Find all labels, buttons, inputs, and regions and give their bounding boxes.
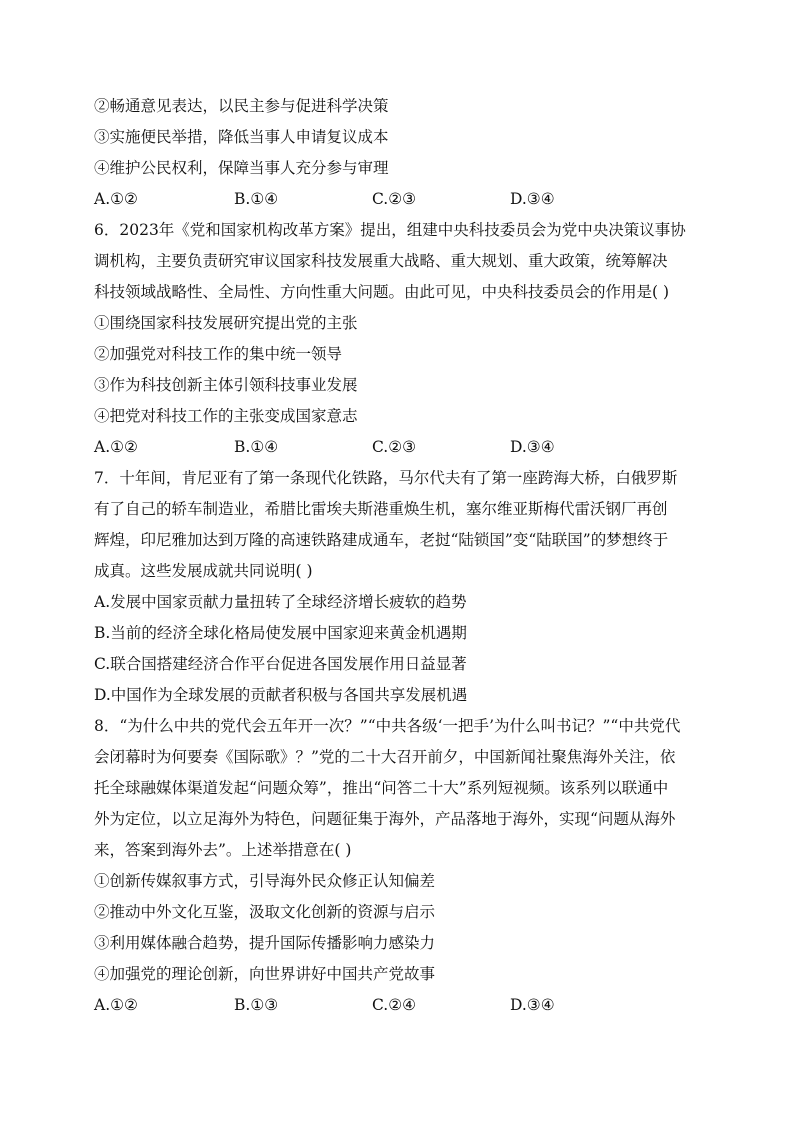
q6-item-4: ④把党对科技工作的主张变成国家意志 xyxy=(94,407,358,425)
q8-option-c[interactable]: C.②④ xyxy=(372,996,417,1014)
q8-stem-line-2: 会闭幕时为何要奏《国际歌》？”党的二十大召开前夕，中国新闻社聚焦海外关注，依 xyxy=(94,748,676,766)
q6-options xyxy=(94,437,704,457)
q5-option-c[interactable]: C.②③ xyxy=(372,190,417,208)
q7-stem-line-2: 有了自己的轿车制造业，希腊比雷埃夫斯港重焕生机，塞尔维亚斯梅代雷沃钢厂再创 xyxy=(94,500,668,518)
q7-stem-line-1: 7．十年间，肯尼亚有了第一条现代化铁路，马尔代夫有了第一座跨海大桥，白俄罗斯 xyxy=(94,469,678,487)
q6-stem-line-2: 调机构，主要负责研究审议国家科技发展重大战略、重大规划、重大政策，统筹解决 xyxy=(94,252,668,270)
q8-stem-line-4: 外为定位，以立足海外为特色，问题征集于海外，产品落地于海外，实现“问题从海外 xyxy=(94,810,676,828)
q7-option-d[interactable]: D.中国作为全球发展的贡献者积极与各国共享发展机遇 xyxy=(94,686,468,704)
q5-option-d[interactable]: D.③④ xyxy=(510,190,555,208)
q5-item-2: ②畅通意见表达，以民主参与促进科学决策 xyxy=(94,97,389,115)
q7-stem-line-3: 辉煌，印尼雅加达到万隆的高速铁路建成通车，老挝“陆锁国”变“陆联国”的梦想终于 xyxy=(94,531,669,549)
q6-option-d[interactable]: D.③④ xyxy=(510,438,555,456)
q7-option-b[interactable]: B.当前的经济全球化格局使发展中国家迎来黄金机遇期 xyxy=(94,624,467,642)
q5-options xyxy=(94,189,704,209)
q5-item-4: ④维护公民权利，保障当事人充分参与审理 xyxy=(94,159,389,177)
q6-option-c[interactable]: C.②③ xyxy=(372,438,417,456)
q8-option-a[interactable]: A.①② xyxy=(94,996,138,1014)
q8-stem-line-5: 来，答案到海外去”。上述举措意在( ) xyxy=(94,841,352,859)
q6-item-3: ③作为科技创新主体引领科技事业发展 xyxy=(94,376,358,394)
q8-item-1: ①创新传媒叙事方式，引导海外民众修正认知偏差 xyxy=(94,872,436,890)
q8-options xyxy=(94,995,704,1015)
q5-item-3: ③实施便民举措，降低当事人申请复议成本 xyxy=(94,128,389,146)
q8-item-3: ③利用媒体融合趋势，提升国际传播影响力感染力 xyxy=(94,934,436,952)
q6-stem-line-3: 科技领域战略性、全局性、方向性重大问题。由此可见，中央科技委员会的作用是( ) xyxy=(94,283,670,301)
q8-stem-line-3: 托全球融媒体渠道发起“问题众筹”，推出“问答二十大”系列短视频。该系列以联通中 xyxy=(94,779,669,797)
q7-option-c[interactable]: C.联合国搭建经济合作平台促进各国发展作用日益显著 xyxy=(94,655,467,673)
q6-stem-line-1: 6．2023年《党和国家机构改革方案》提出，组建中央科技委员会为党中央决策议事协 xyxy=(94,221,686,239)
q8-item-2: ②推动中外文化互鉴，汲取文化创新的资源与启示 xyxy=(94,903,436,921)
q8-stem-line-1: 8．“为什么中共的党代会五年开一次？”“中共各级‘一把手’为什么叫书记？”“中共党代 xyxy=(94,717,681,735)
q6-option-a[interactable]: A.①② xyxy=(94,438,138,456)
q8-item-4: ④加强党的理论创新，向世界讲好中国共产党故事 xyxy=(94,965,436,983)
q6-item-2: ②加强党对科技工作的集中统一领导 xyxy=(94,345,343,363)
q5-option-a[interactable]: A.①② xyxy=(94,190,138,208)
q5-option-b[interactable]: B.①④ xyxy=(234,190,279,208)
q7-option-a[interactable]: A.发展中国家贡献力量扭转了全球经济增长疲软的趋势 xyxy=(94,593,467,611)
q8-option-b[interactable]: B.①③ xyxy=(234,996,279,1014)
q6-item-1: ①围绕国家科技发展研究提出党的主张 xyxy=(94,314,358,332)
q7-stem-line-4: 成真。这些发展成就共同说明( ) xyxy=(94,562,313,580)
q8-option-d[interactable]: D.③④ xyxy=(510,996,555,1014)
q6-option-b[interactable]: B.①④ xyxy=(234,438,279,456)
